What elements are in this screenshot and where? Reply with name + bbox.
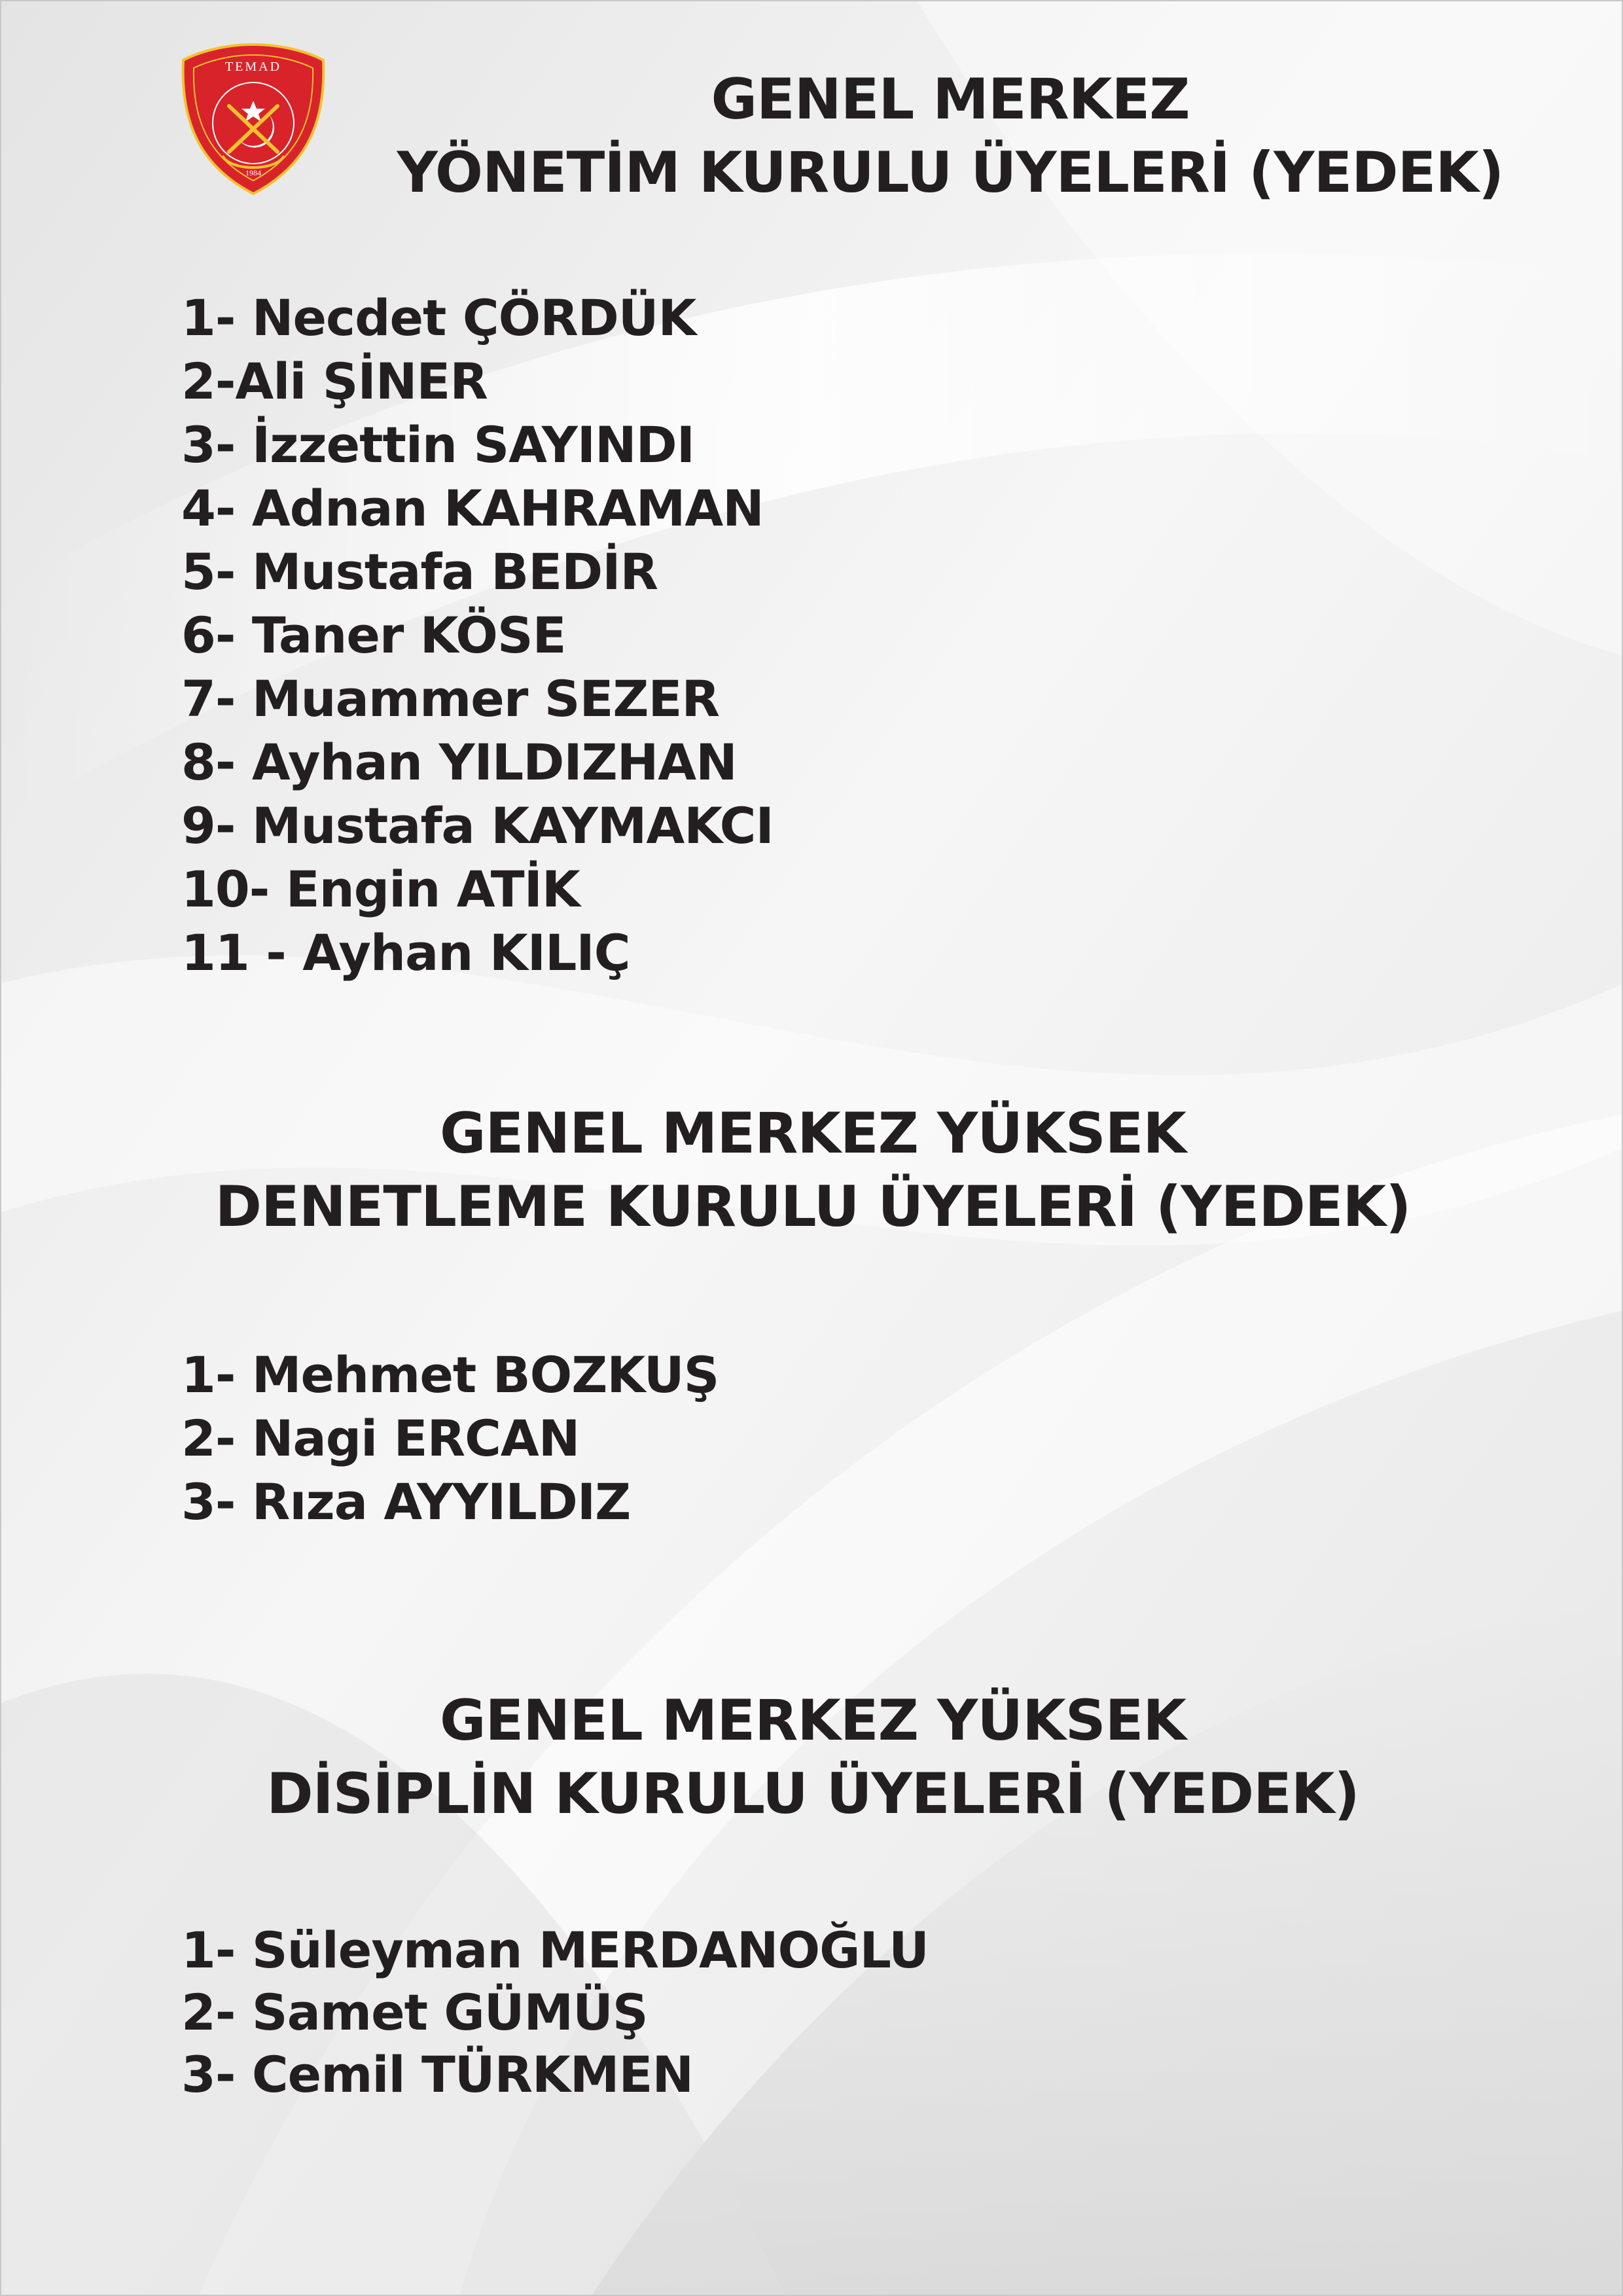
list-item: 4- Adnan KAHRAMAN	[181, 479, 764, 537]
list-item: 3- İzzettin SAYINDI	[181, 416, 695, 474]
section-title-denetleme	[1, 1097, 1623, 1244]
list-item: 3- Rıza AYYILDIZ	[181, 1473, 631, 1531]
list-item: 9- Mustafa KAYMAKCI	[181, 797, 774, 855]
list-item: 2- Nagi ERCAN	[181, 1409, 580, 1467]
list-item: 8- Ayhan YILDIZHAN	[181, 733, 737, 791]
list-item: 10- Engin ATİK	[181, 860, 580, 918]
section-title-disiplin	[1, 1684, 1623, 1831]
section-title-line: YÖNETİM KURULU ÜYELERİ (YEDEK)	[397, 140, 1504, 206]
section-title-yonetim	[250, 63, 1623, 209]
list-item: 2- Samet GÜMÜŞ	[181, 1983, 648, 2041]
list-item: 11 - Ayhan KILIÇ	[181, 924, 630, 982]
emblem-year-text: 1984	[245, 168, 261, 177]
list-item: 5- Mustafa BEDİR	[181, 543, 658, 601]
section-title-line: GENEL MERKEZ YÜKSEK	[439, 1101, 1186, 1166]
section-title-line: GENEL MERKEZ	[711, 67, 1190, 132]
section-title-line: DİSİPLİN KURULU ÜYELERİ (YEDEK)	[266, 1761, 1359, 1827]
list-item: 1- Necdet ÇÖRDÜK	[181, 289, 696, 347]
list-item: 1- Süleyman MERDANOĞLU	[181, 1921, 929, 1979]
list-item: 6- Taner KÖSE	[181, 606, 566, 664]
section-title-line: GENEL MERKEZ YÜKSEK	[439, 1688, 1186, 1753]
list-item: 3- Cemil TÜRKMEN	[181, 2045, 694, 2104]
emblem-top-text: TEMAD	[224, 60, 282, 74]
member-list-denetleme	[181, 1343, 719, 1534]
list-item: 2-Ali ŞİNER	[181, 352, 488, 410]
section-title-line: DENETLEME KURULU ÜYELERİ (YEDEK)	[215, 1174, 1411, 1240]
list-item: 1- Mehmet BOZKUŞ	[181, 1346, 719, 1404]
member-list-yonetim	[181, 286, 774, 984]
member-list-disiplin	[181, 1919, 929, 2106]
list-item: 7- Muammer SEZER	[181, 670, 719, 728]
